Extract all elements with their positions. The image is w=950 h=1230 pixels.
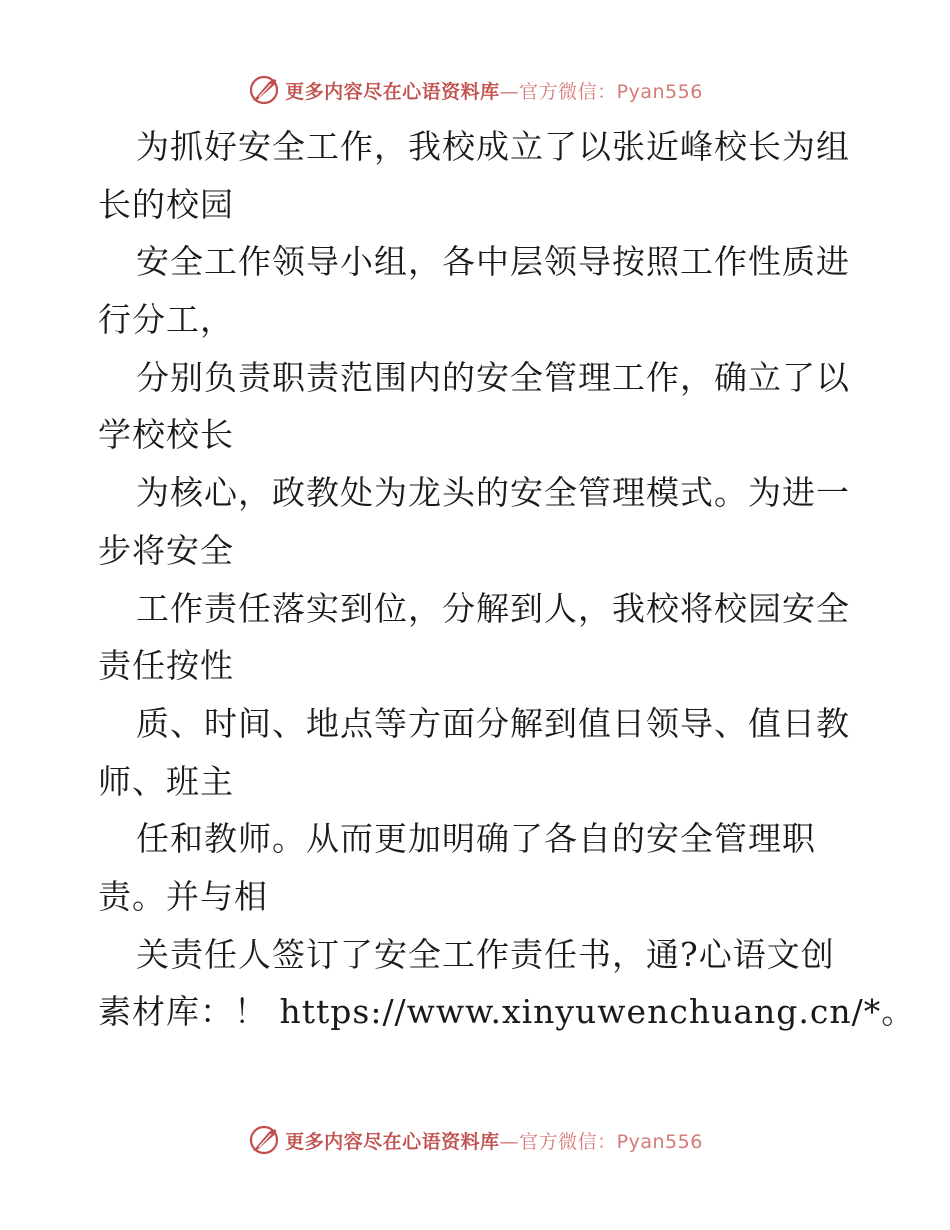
body-line: 师、班主 <box>98 761 234 801</box>
body-line-link: 素材库：！ https://www.xinyuwenchuang.cn/*。 <box>98 992 916 1032</box>
header-banner <box>0 70 950 110</box>
body-line: 工作责任落实到位，分解到人，我校将校园安全 <box>136 588 850 628</box>
quill-pen-icon <box>247 73 281 107</box>
body-line: 质、时间、地点等方面分解到值日领导、值日教 <box>136 703 850 743</box>
footer-banner <box>0 1120 950 1160</box>
body-line: 步将安全 <box>98 530 234 570</box>
footer-banner-wechat: —官方微信：Pyan556 <box>499 1130 703 1153</box>
body-line: 学校校长 <box>98 415 234 455</box>
body-line: 责任按性 <box>98 646 234 686</box>
body-line: 为核心，政教处为龙头的安全管理模式。为进一 <box>136 473 850 513</box>
body-line: 长的校园 <box>98 184 234 224</box>
footer-banner-title: 更多内容尽在心语资料库 <box>285 1130 500 1153</box>
footer-banner-text <box>285 1127 703 1154</box>
body-line: 关责任人签订了安全工作责任书，通?心语文创 <box>136 934 835 974</box>
body-line: 安全工作领导小组，各中层领导按照工作性质进 <box>136 242 850 282</box>
quill-pen-icon <box>247 1123 281 1157</box>
body-line: 分别负责职责范围内的安全管理工作，确立了以 <box>136 357 850 397</box>
document-body <box>98 118 916 1041</box>
body-line: 责。并与相 <box>98 876 268 916</box>
body-line: 任和教师。从而更加明确了各自的安全管理职 <box>136 819 816 859</box>
body-line: 行分工， <box>98 300 234 340</box>
header-banner-title: 更多内容尽在心语资料库 <box>285 80 500 103</box>
header-banner-text <box>285 77 703 104</box>
header-banner-wechat: —官方微信：Pyan556 <box>499 80 703 103</box>
body-line: 为抓好安全工作，我校成立了以张近峰校长为组 <box>136 127 850 166</box>
